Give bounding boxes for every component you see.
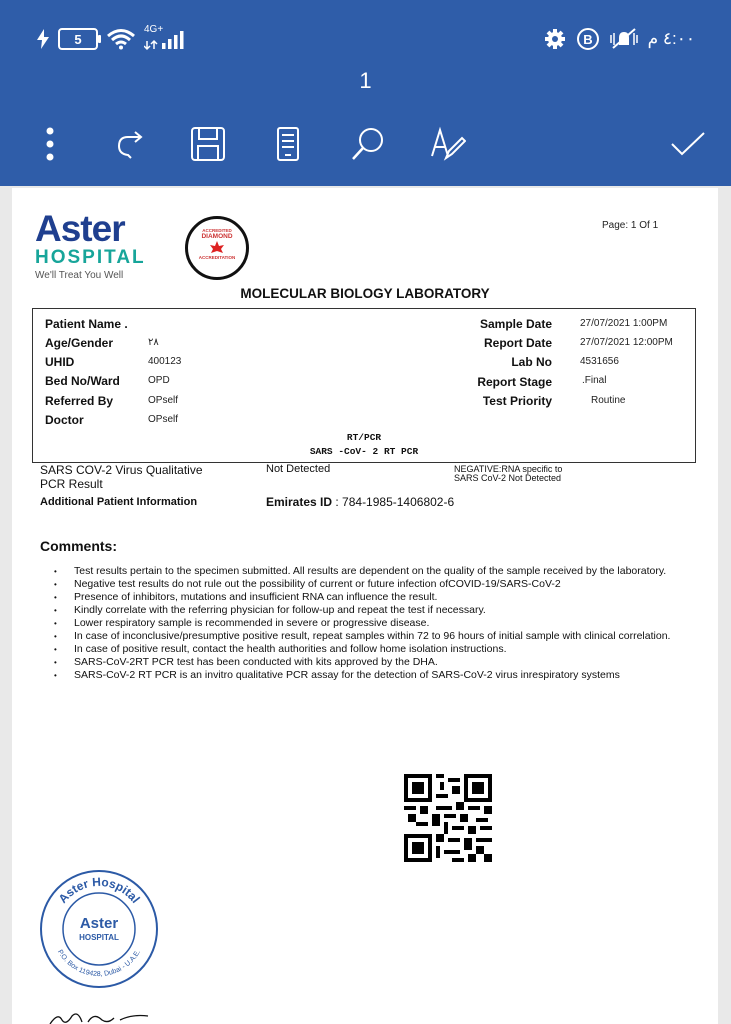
charging-icon	[36, 29, 50, 49]
document-page	[12, 188, 718, 1024]
page-of: Page: 1 Of 1	[602, 220, 659, 231]
search-icon	[350, 126, 386, 162]
badge-line2: DIAMOND	[201, 233, 233, 240]
signature-icon	[48, 1008, 158, 1024]
page-indicator: 1	[359, 68, 372, 93]
test-priority-value: Routine	[591, 395, 626, 406]
comments-list	[40, 566, 680, 683]
top-app-bar	[0, 0, 731, 186]
battery-indicator	[58, 28, 98, 50]
svg-text:B: B	[582, 32, 593, 47]
sample-date-label: Sample Date	[479, 317, 552, 331]
logo-name: Aster	[35, 208, 125, 249]
comment-item: • SARS-CoV-2RT PCR test has been conducted with kits approved by the DHA.	[40, 657, 680, 669]
stamp-ring-top: Aster Hospital	[55, 874, 143, 906]
report-stage-value: .Final	[582, 375, 607, 386]
network-type: 4G+	[144, 24, 164, 35]
test-name-line1: SARS COV-2 Virus Qualitative	[40, 463, 203, 477]
reference-line1: NEGATIVE:RNA specific to	[454, 464, 563, 474]
edit-icon	[430, 126, 466, 162]
svg-text:P.O. Box 119428, Dubai - U.A.E	[56, 949, 142, 978]
stamp-center-sub: HOSPITAL	[79, 933, 119, 942]
additional-info-label: Additional Patient Information	[40, 496, 198, 508]
comment-item: • SARS-CoV-2 RT PCR is an invitro qualitative PCR assay for the detection of SARS-CoV-2 virus inrespiratory systems	[40, 670, 680, 682]
search-button[interactable]	[348, 124, 388, 164]
emirates-id-label: Emirates ID	[266, 495, 333, 509]
patient-info-box	[32, 308, 696, 463]
result-value: Not Detected	[266, 463, 331, 475]
lab-no-label: Lab No	[511, 355, 552, 369]
more-button[interactable]	[30, 124, 70, 164]
bed-ward-label: Bed No/Ward	[45, 374, 120, 388]
uhid-label: UHID	[45, 355, 75, 369]
toolbar	[0, 124, 731, 166]
sample-date-value: 27/07/2021 1:00PM	[580, 318, 668, 329]
edit-button[interactable]	[428, 124, 468, 164]
referred-by-value: OPself	[148, 395, 179, 406]
lab-title: MOLECULAR BIOLOGY LABORATORY	[240, 286, 490, 301]
report-stage-label: Report Stage	[477, 375, 552, 389]
lab-no-value: 4531656	[580, 356, 619, 367]
signal-icon	[144, 27, 190, 51]
comment-item: • Negative test results do not rule out the possibility of current or future infection ofCOVID-19/SARS-CoV-2	[40, 579, 680, 591]
read-mode-button[interactable]	[268, 124, 308, 164]
wifi-icon	[106, 28, 136, 50]
bed-ward-value: OPD	[148, 375, 170, 386]
read-mode-icon	[276, 126, 300, 162]
comment-item: • In case of positive result, contact the health authorities and follow home isolation instructions.	[40, 644, 680, 656]
report-date-value: 27/07/2021 12:00PM	[580, 337, 673, 348]
redo-icon	[114, 128, 146, 160]
hospital-logo	[35, 208, 146, 281]
b-circle-icon	[576, 27, 600, 51]
age-gender-value: ٢٨	[148, 337, 159, 348]
qr-code-icon	[404, 774, 492, 862]
age-gender-label: Age/Gender	[45, 336, 114, 350]
comment-item: • Lower respiratory sample is recommended in severe or progressive disease.	[40, 618, 680, 630]
signature	[48, 1008, 158, 1024]
hospital-stamp	[38, 868, 160, 995]
signal-indicator	[144, 24, 190, 51]
comments-title: Comments:	[40, 538, 118, 554]
stamp-ring-bottom: P.O. Box 119428, Dubai - U.A.E.	[55, 948, 143, 979]
referred-by-label: Referred By	[45, 394, 114, 408]
stamp-center-name: Aster	[79, 915, 119, 932]
more-icon	[46, 127, 54, 161]
maple-leaf-icon	[209, 241, 225, 255]
done-button[interactable]	[668, 124, 708, 164]
test-name-line2: PCR Result	[40, 477, 103, 491]
comment-item: • Test results pertain to the specimen submitted. All results are dependent on the quality of the sample received by the laboratory.	[40, 566, 680, 578]
redo-button[interactable]	[110, 124, 150, 164]
vibrate-mute-icon	[610, 27, 638, 51]
doctor-label: Doctor	[45, 413, 84, 427]
test-header-1: RT/PCR	[346, 432, 382, 443]
battery-level: 5	[74, 31, 82, 47]
test-priority-label: Test Priority	[482, 394, 552, 408]
patient-name-label: Patient Name .	[45, 317, 128, 331]
stamp-seal-icon	[38, 868, 160, 990]
save-icon	[190, 126, 226, 162]
uhid-value: 400123	[148, 356, 182, 367]
emirates-id-value: : 784-1985-1406802-6	[335, 495, 455, 509]
done-check-icon	[670, 130, 706, 158]
settings-gear-icon	[544, 28, 566, 50]
status-left	[36, 24, 190, 51]
comment-item: • In case of inconclusive/presumptive positive result, repeat samples within 72 to 96 hours of initial sample with clinical correlation.	[40, 631, 680, 643]
logo-sub: HOSPITAL	[35, 247, 146, 268]
reference-line2: SARS CoV-2 Not Detected	[454, 473, 562, 483]
clock: ٤:٠٠ م	[647, 29, 695, 48]
emirates-id	[266, 495, 454, 509]
badge-line3: ACCREDITATION	[198, 255, 236, 260]
comment-item: • Kindly correlate with the referring physician for follow-up and repeat the test if necessary.	[40, 605, 680, 617]
badge-line1: ACCREDITED	[202, 228, 232, 233]
save-button[interactable]	[188, 124, 228, 164]
qr-code	[404, 774, 492, 867]
status-right	[544, 27, 695, 51]
logo-tagline: We'll Treat You Well	[35, 270, 124, 281]
accreditation-badge	[185, 216, 249, 280]
comment-item: • Presence of inhibitors, mutations and insufficient RNA can influence the result.	[40, 592, 680, 604]
test-header-2: SARS -CoV- 2 RT PCR	[309, 446, 419, 457]
doctor-value: OPself	[148, 414, 179, 425]
report-date-label: Report Date	[483, 336, 552, 350]
